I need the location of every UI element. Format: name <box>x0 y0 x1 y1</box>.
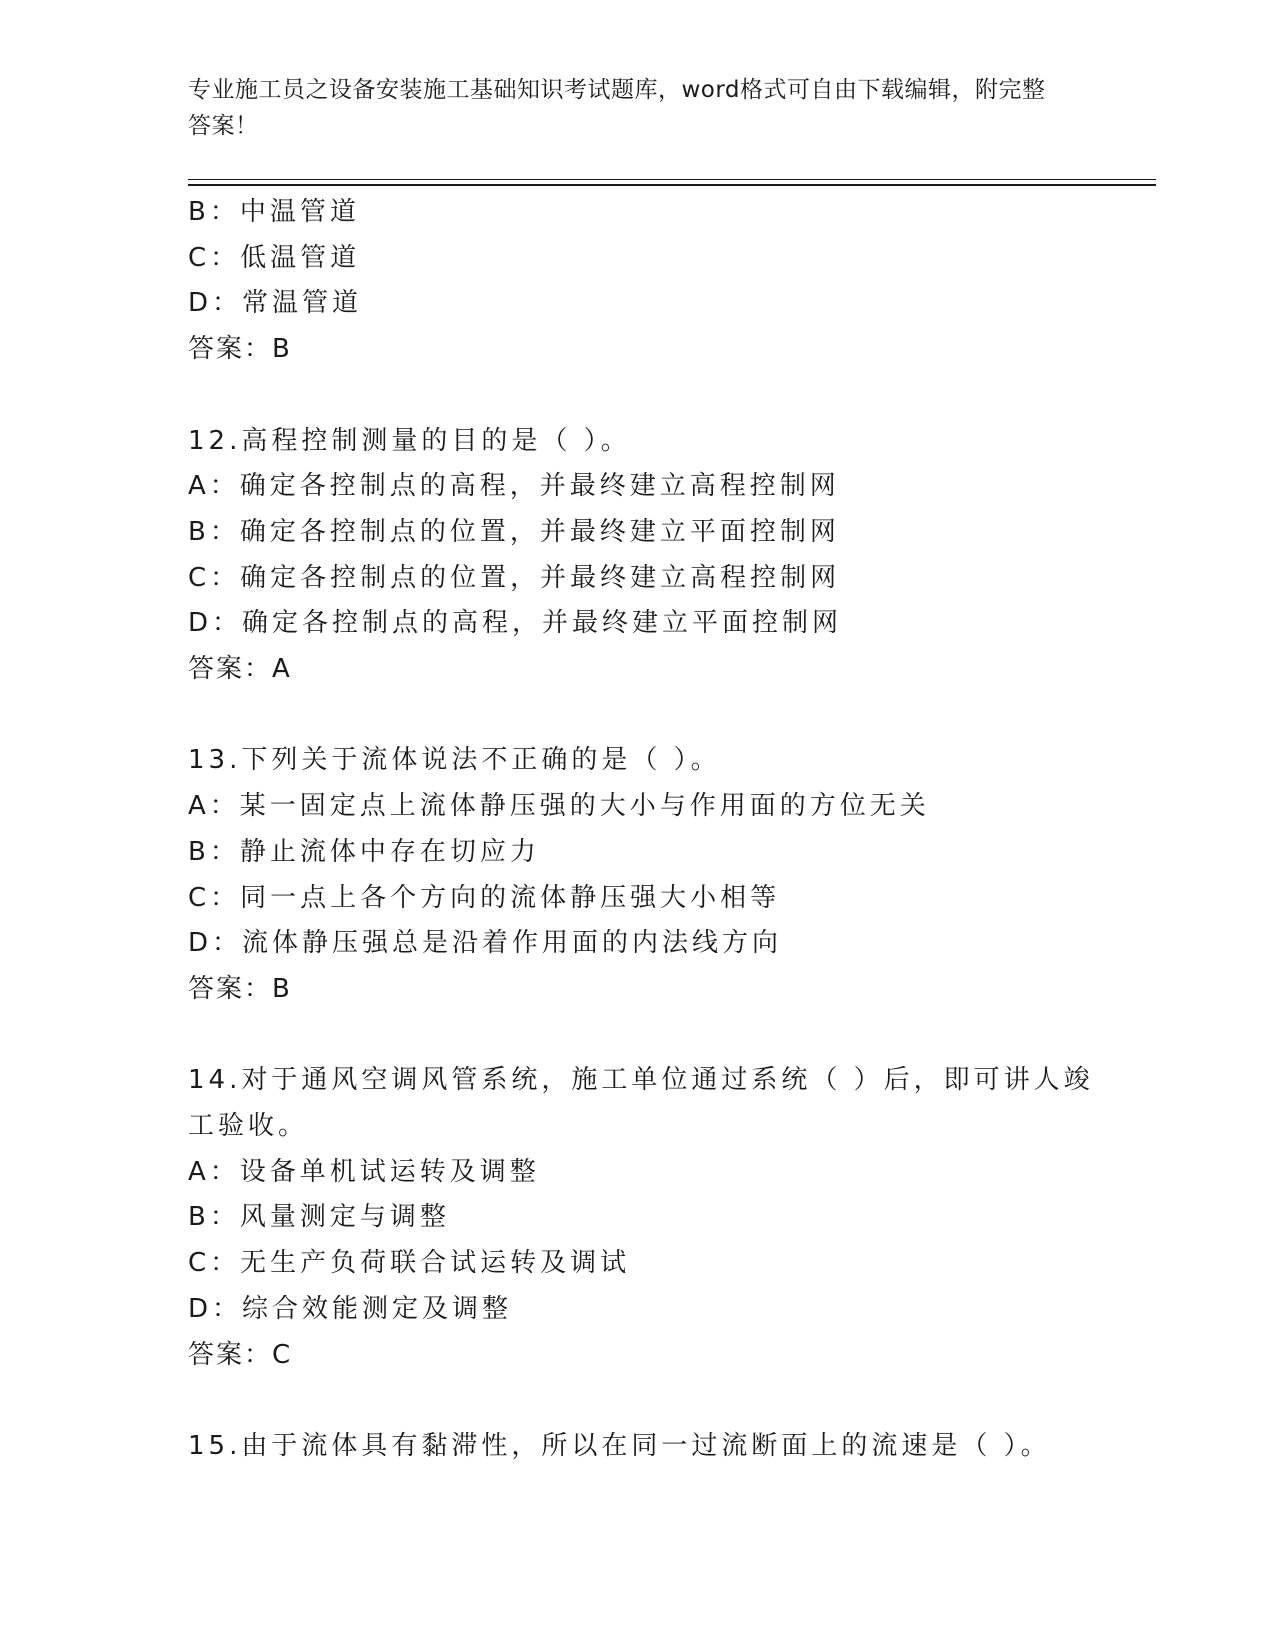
prev-option-b: B：中温管道 <box>188 197 360 227</box>
prev-answer: 答案：B <box>188 334 292 365</box>
question-12-option-b: B：确定各控制点的位置，并最终建立平面控制网 <box>188 516 840 547</box>
question-14-option-d: D：综合效能测定及调整 <box>188 1293 513 1324</box>
header-divider-thick <box>188 184 1156 186</box>
prev-option-d: D：常温管道 <box>188 288 363 319</box>
question-14-stem-line2: 工验收。 <box>188 1111 309 1142</box>
question-13-option-a: A：某一固定点上流体静压强的大小与作用面的方位无关 <box>188 791 930 822</box>
question-12-option-c: C：确定各控制点的位置，并最终建立高程控制网 <box>188 562 841 593</box>
question-12-answer: 答案：A <box>188 654 292 685</box>
spacer <box>188 1378 1108 1424</box>
question-14-stem-line1: 14.对于通风空调风管系统，施工单位通过系统（ ）后，即可讲人竣 <box>188 1065 1094 1096</box>
header-divider-thin <box>188 179 1156 180</box>
question-12-stem: 12.高程控制测量的目的是（ ）。 <box>188 425 631 456</box>
prev-option-c: C：低温管道 <box>188 242 361 273</box>
question-12-option-d: D：确定各控制点的高程，并最终建立平面控制网 <box>188 608 843 639</box>
question-13-option-b: B：静止流体中存在切应力 <box>188 836 540 867</box>
question-13-answer: 答案：B <box>188 973 292 1004</box>
question-content <box>188 190 1108 1470</box>
question-14-option-c: C：无生产负荷联合试运转及调试 <box>188 1248 631 1279</box>
question-13-stem: 13.下列关于流体说法不正确的是（ ）。 <box>188 745 721 776</box>
question-14-option-b: B：风量测定与调整 <box>188 1202 450 1233</box>
question-15-stem: 15.由于流体具有黏滞性，所以在同一过流断面上的流速是（ ）。 <box>188 1430 1051 1461</box>
question-14-option-a: A：设备单机试运转及调整 <box>188 1156 540 1187</box>
spacer <box>188 1013 1108 1059</box>
spacer <box>188 693 1108 739</box>
document-header: 专业施工员之设备安装施工基础知识考试题库，word格式可自由下载编辑，附完整答案！ <box>188 77 1046 139</box>
question-13-option-c: C：同一点上各个方向的流体静压强大小相等 <box>188 882 781 913</box>
question-12-option-a: A：确定各控制点的高程，并最终建立高程控制网 <box>188 471 840 502</box>
question-13-option-d: D：流体静压强总是沿着作用面的内法线方向 <box>188 928 783 959</box>
spacer <box>188 373 1108 419</box>
question-14-answer: 答案：C <box>188 1339 293 1370</box>
